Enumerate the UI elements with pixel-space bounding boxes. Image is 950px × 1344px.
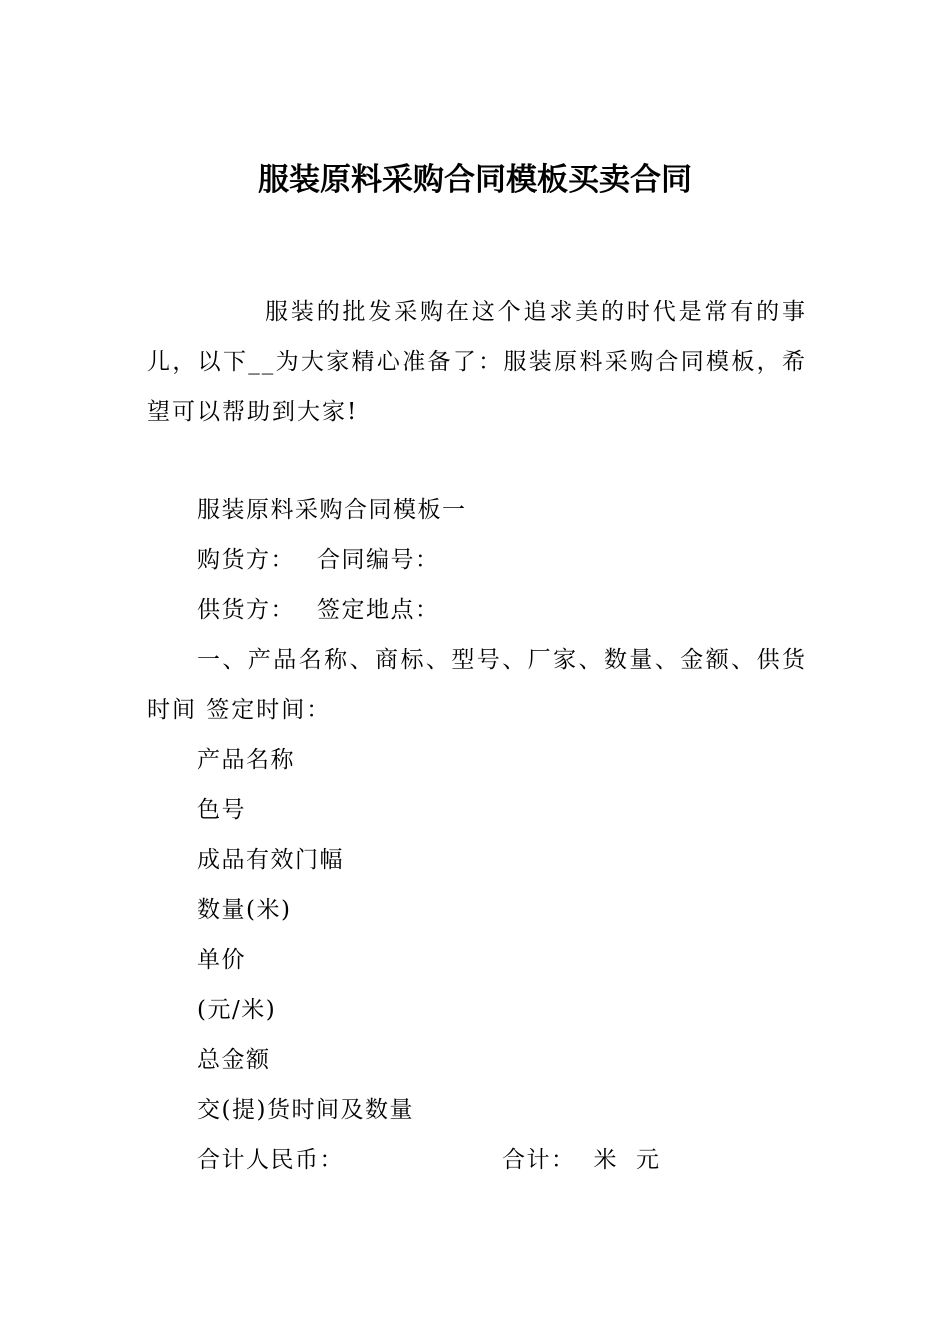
sign-place-label: 签定地点： — [317, 597, 440, 623]
total-line — [147, 1135, 807, 1185]
total-rmb-label: 合计人民币： — [197, 1147, 344, 1173]
field-unit-price: 单价 — [197, 947, 246, 973]
buyer-line — [147, 535, 807, 585]
supplier-label: 供货方： — [197, 597, 295, 623]
supplier-line — [147, 585, 807, 635]
field-product-name: 产品名称 — [197, 747, 295, 773]
buyer-label: 购货方： — [197, 547, 295, 573]
unit-meter: 米 — [593, 1147, 618, 1173]
contract-number-label: 合同编号： — [317, 547, 440, 573]
clause-one: 一、产品名称、商标、型号、厂家、数量、金额、供货时间 签定时间： — [147, 647, 807, 723]
field-quantity: 数量(米) — [197, 897, 292, 923]
unit-yuan: 元 — [636, 1147, 661, 1173]
field-total-amount: 总金额 — [197, 1047, 271, 1073]
intro-paragraph: 服装的批发采购在这个追求美的时代是常有的事儿，以下__为大家精心准备了：服装原料采购合同模板，希望可以帮助到大家! — [147, 299, 807, 425]
total-label: 合计： — [502, 1147, 576, 1173]
section-title: 服装原料采购合同模板一 — [197, 497, 467, 523]
field-effective-width: 成品有效门幅 — [197, 847, 344, 873]
document-title: 服装原料采购合同模板买卖合同 — [258, 162, 692, 198]
field-color-number: 色号 — [197, 797, 246, 823]
field-delivery-time: 交(提)货时间及数量 — [197, 1097, 414, 1123]
field-price-unit: (元/米) — [197, 997, 277, 1023]
